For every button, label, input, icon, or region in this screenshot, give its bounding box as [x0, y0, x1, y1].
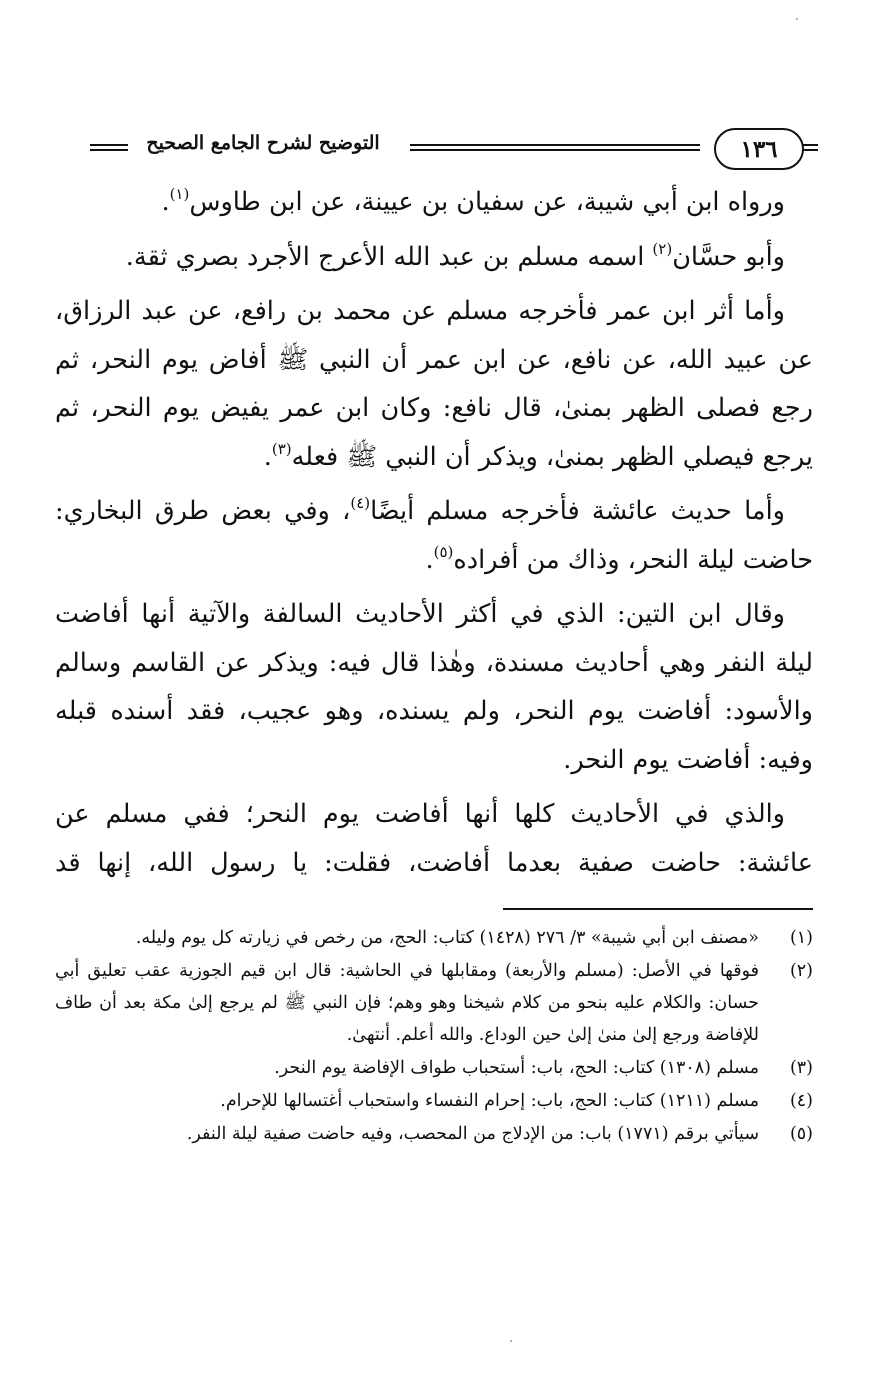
footnote-ref: (٢): [652, 239, 673, 258]
paragraph: [55, 233, 813, 282]
page-number: [714, 128, 804, 170]
footnote-separator: [503, 908, 813, 910]
paragraph-text: والذي في الأحاديث كلها أنها أفاضت يوم النحر؛ ففي مسلم عن عائشة: حاضت صفية بعدما أفاضت، فقلت: يا رسول الله، إنها قد: [55, 799, 813, 878]
paragraph-text: .: [161, 187, 170, 217]
paragraph-text: اسمه مسلم بن عبد الله الأعرج الأجرد بصري ثقة.: [125, 241, 653, 272]
footnote-number: (٢): [789, 961, 813, 981]
paragraph-text: .: [263, 441, 272, 472]
paragraph-text: وأما أثر ابن عمر فأخرجه مسلم عن محمد بن رافع، عن عبد الرزاق، عن عبيد الله، عن نافع، عن ابن عمر أن النبي ﷺ أفاض يوم النحر، ثم رجع فصلى الظهر بمنىٰ، قال نافع: وكان ابن عمر يفيض يوم النحر، ثم يرجع فيصلي الظهر بمنىٰ، ويذكر أن النبي ﷺ فعله: [55, 296, 813, 472]
footnotes: [55, 922, 813, 1151]
header-rule-middle: [410, 144, 700, 151]
footnote-ref: (١): [169, 185, 190, 203]
scan-speck: [796, 18, 798, 20]
paragraph: [55, 487, 813, 584]
footnote-ref: (٤): [350, 494, 371, 512]
footnote-ref: (٥): [433, 542, 454, 561]
paragraph-text: وأما حديث عائشة فأخرجه مسلم أيضًا: [370, 496, 785, 526]
footnote-ref: (٣): [271, 439, 292, 458]
footnote-number: (١): [789, 928, 813, 948]
paragraph-text: وأبو حسَّان: [672, 241, 785, 272]
footnote-item: [55, 1118, 813, 1150]
footnote-item: [55, 922, 813, 954]
paragraph-text: ، وفي بعض طرق البخاري: حاضت ليلة النحر، وذاك من أفراده: [55, 496, 813, 575]
paragraph: [55, 590, 813, 784]
footnote-item: [55, 1052, 813, 1084]
footnote-number: (٣): [789, 1058, 813, 1078]
page-header: [90, 126, 818, 170]
scan-speck: [510, 1340, 512, 1342]
footnote-text: مسلم (١٣٠٨) كتاب: الحج، باب: أستحباب طواف الإفاضة يوم النحر.: [274, 1058, 759, 1078]
footnote-text: سيأتي برقم (١٧٧١) باب: من الإدلاج من المحصب، وفيه حاضت صفية ليلة النفر.: [186, 1124, 759, 1144]
main-text: [55, 178, 813, 893]
paragraph-text: ورواه ابن أبي شيبة، عن سفيان بن عيينة، عن ابن طاوس: [189, 187, 785, 217]
footnote-item: [55, 1085, 813, 1117]
footnote-item: [55, 955, 813, 1051]
paragraph-text: وقال ابن التين: الذي في أكثر الأحاديث السالفة والآتية أنها أفاضت ليلة النفر وهي أحاديث مسندة، وهٰذا قال فيه: ويذكر عن القاسم وسالم والأسود: أفاضت يوم النحر، ولم يسنده، وهو عجيب، فقد أسنده قبله وفيه: أفاضت يوم النحر.: [55, 599, 813, 775]
paragraph: [55, 790, 813, 887]
running-title: التوضيح لشرح الجامع الصحيح: [128, 132, 398, 154]
paragraph: [55, 287, 813, 481]
paragraph-text: .: [425, 544, 434, 575]
footnote-text: فوقها في الأصل: (مسلم والأربعة) ومقابلها في الحاشية: قال ابن قيم الجوزية عقب تعليق أبي حسان: والكلام عليه بنحو من كلام شيخنا وهو وهم؛ فإن النبي ﷺ لم يرجع إلىٰ مكة بعد أن طاف للإفاضة ورجع إلىٰ منىٰ إلىٰ حين الوداع. والله أعلم. أنتهىٰ.: [55, 961, 759, 1045]
footnote-number: (٤): [789, 1091, 813, 1111]
page-number-text: ١٣٦: [740, 135, 778, 163]
paragraph: [55, 178, 813, 227]
footnote-number: (٥): [789, 1124, 813, 1144]
footnote-text: «مصنف ابن أبي شيبة» ٣/ ٢٧٦ (١٤٢٨) كتاب: الحج، من رخص في زيارته كل يوم وليله.: [135, 928, 759, 948]
footnote-text: مسلم (١٢١١) كتاب: الحج، باب: إحرام النفساء واستحباب أغتسالها للإحرام.: [220, 1091, 759, 1111]
